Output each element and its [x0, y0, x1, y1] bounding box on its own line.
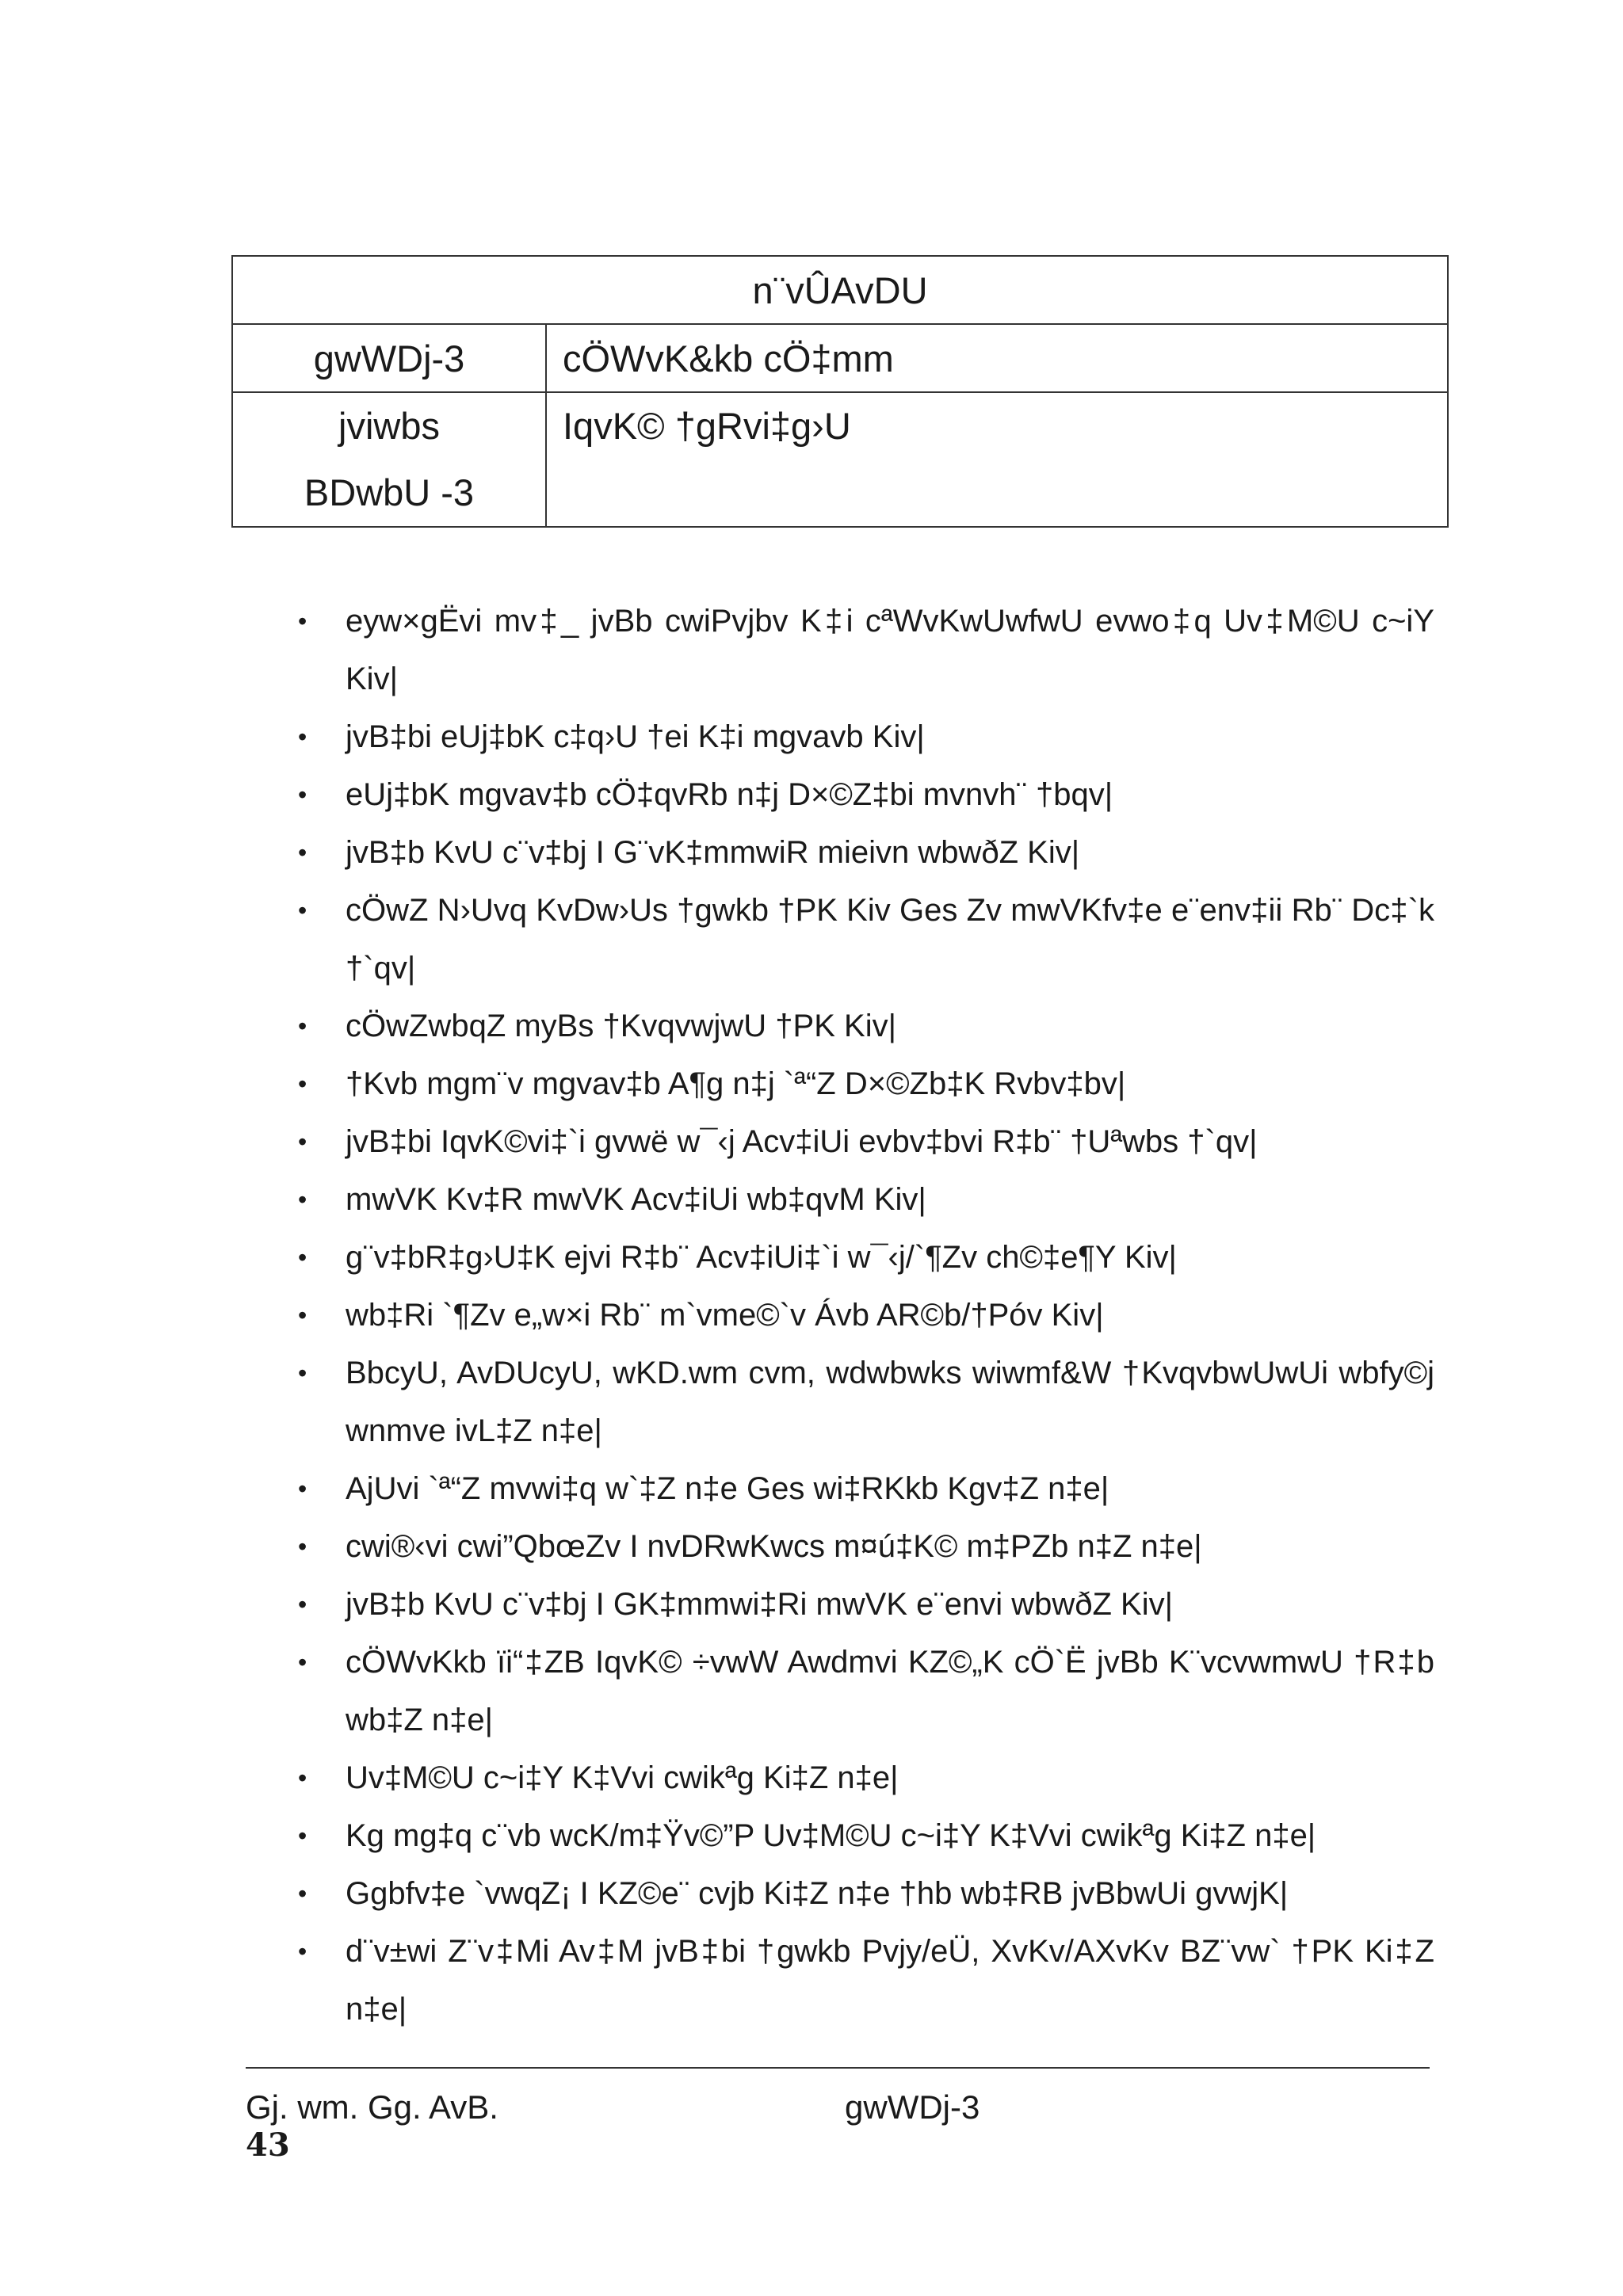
list-item: • †Kvb mgm¨v mgvav‡b A¶g n‡j `ª“Z D×©Zb‡K Rvbv‡bv|: [298, 1055, 1434, 1113]
footer-module: gwWDj-3: [845, 2088, 980, 2126]
bullet-icon: •: [298, 1474, 307, 1503]
list-item: • cwi®‹vi cwi”QbœZv I nvDRwKwcs m¤ú‡K© m‡PZb n‡Z n‡e|: [298, 1518, 1434, 1576]
bullet-icon: •: [298, 607, 307, 635]
bullet-icon: •: [298, 1359, 307, 1387]
bullet-icon: •: [298, 1937, 307, 1966]
page-number: 43: [246, 2126, 290, 2164]
topic-value: IqvK© †gRvi‡g›U: [546, 392, 1448, 527]
bullet-icon: •: [298, 1301, 307, 1329]
bullet-icon: •: [298, 1243, 307, 1272]
list-item: • jvB‡bi eUj‡bK c‡q›U †ei K‡i mgvavb Kiv|: [298, 708, 1434, 766]
list-item: • jvB‡b KvU c¨v‡bj I G¨vK‡mmwiR mieivn wbwðZ Kiv|: [298, 824, 1434, 882]
topic-label-line-2: BDwbU -3: [304, 471, 475, 513]
list-item: • jvB‡b KvU c¨v‡bj I GK‡mmwi‡Ri mwVK e¨envi wbwðZ Kiv|: [298, 1576, 1434, 1634]
bullet-icon: •: [298, 780, 307, 809]
header-table: [231, 255, 1449, 528]
bullet-icon: •: [298, 1532, 307, 1561]
footer-organization: Gj. wm. Gg. AvB.: [246, 2088, 498, 2126]
list-item: • eyw×gËvi mv‡_ jvBb cwiPvjbv K‡i cªWvKwUwfwU evwo‡q Uv‡M©U c~iY Kiv|: [298, 593, 1434, 708]
topic-label-line-1: jviwbs: [338, 405, 440, 447]
bullet-icon: •: [298, 838, 307, 867]
list-item: • wb‡Ri `¶Zv e„w×i Rb¨ m`vme©`v Ávb AR©b/†Póv Kiv|: [298, 1287, 1434, 1344]
list-item: • jvB‡bi IqvK©vi‡`i gvwë w¯‹j Acv‡iUi evbv‡bvi R‡b¨ †Uªwbs †`qv|: [298, 1113, 1434, 1171]
bullet-icon: •: [298, 723, 307, 751]
list-item: • Kg mg‡q c¨vb wcK/m‡Ÿv©”P Uv‡M©U c~i‡Y K‡Vvi cwikªg Ki‡Z n‡e|: [298, 1807, 1434, 1865]
module-value: cÖWvK&kb cÖ‡mm: [546, 324, 1448, 392]
bullet-icon: •: [298, 1590, 307, 1619]
footer-divider: [246, 2067, 1430, 2069]
bullet-icon: •: [298, 1879, 307, 1908]
list-item: • AjUvi `ª“Z mvwi‡q w`‡Z n‡e Ges wi‡RKkb Kgv‡Z n‡e|: [298, 1460, 1434, 1518]
topic-label: [232, 392, 546, 527]
bullet-icon: •: [298, 1012, 307, 1040]
header-title: n¨vÛAvDU: [232, 256, 1448, 324]
list-item: • cÖWvKkb ïi“‡ZB IqvK© ÷vwW Awdmvi KZ©„K cÖ`Ë jvBb K¨vcvwmwU †R‡b wb‡Z n‡e|: [298, 1634, 1434, 1749]
bullet-icon: •: [298, 1127, 307, 1156]
list-item: • Ggbfv‡e `vwqZ¡ I KZ©e¨ cvjb Ki‡Z n‡e †hb wb‡RB jvBbwUi gvwjK|: [298, 1865, 1434, 1923]
bullet-list: [298, 593, 1434, 2039]
list-item: • eUj‡bK mgvav‡b cÖ‡qvRb n‡j D×©Z‡bi mvnvh¨ †bqv|: [298, 766, 1434, 824]
bullet-icon: •: [298, 896, 307, 925]
bullet-icon: •: [298, 1821, 307, 1850]
bullet-icon: •: [298, 1185, 307, 1214]
list-item: • d¨v±wi Z¨v‡Mi Av‡M jvB‡bi †gwkb Pvjy/eÜ, XvKv/AXvKv BZ¨vw` †PK Ki‡Z n‡e|: [298, 1923, 1434, 2039]
bullet-icon: •: [298, 1764, 307, 1792]
list-item: • Uv‡M©U c~i‡Y K‡Vvi cwikªg Ki‡Z n‡e|: [298, 1749, 1434, 1807]
list-item: • mwVK Kv‡R mwVK Acv‡iUi wb‡qvM Kiv|: [298, 1171, 1434, 1229]
bullet-icon: •: [298, 1648, 307, 1676]
list-item: • cÖwZ N›Uvq KvDw›Us †gwkb †PK Kiv Ges Zv mwVKfv‡e e¨env‡ii Rb¨ Dc‡`k †`qv|: [298, 882, 1434, 997]
list-item: • g¨v‡bR‡g›U‡K ejvi R‡b¨ Acv‡iUi‡`i w¯‹j/`¶Zv ch©‡e¶Y Kiv|: [298, 1229, 1434, 1287]
list-item: • cÖwZwbqZ myBs †KvqvwjwU †PK Kiv|: [298, 997, 1434, 1055]
module-label: gwWDj-3: [232, 324, 546, 392]
bullet-icon: •: [298, 1070, 307, 1098]
list-item: • BbcyU, AvDUcyU, wKD.wm cvm, wdwbwks wiwmf&W †KvqvbwUwUi wbfy©j wnmve ivL‡Z n‡e|: [298, 1344, 1434, 1460]
